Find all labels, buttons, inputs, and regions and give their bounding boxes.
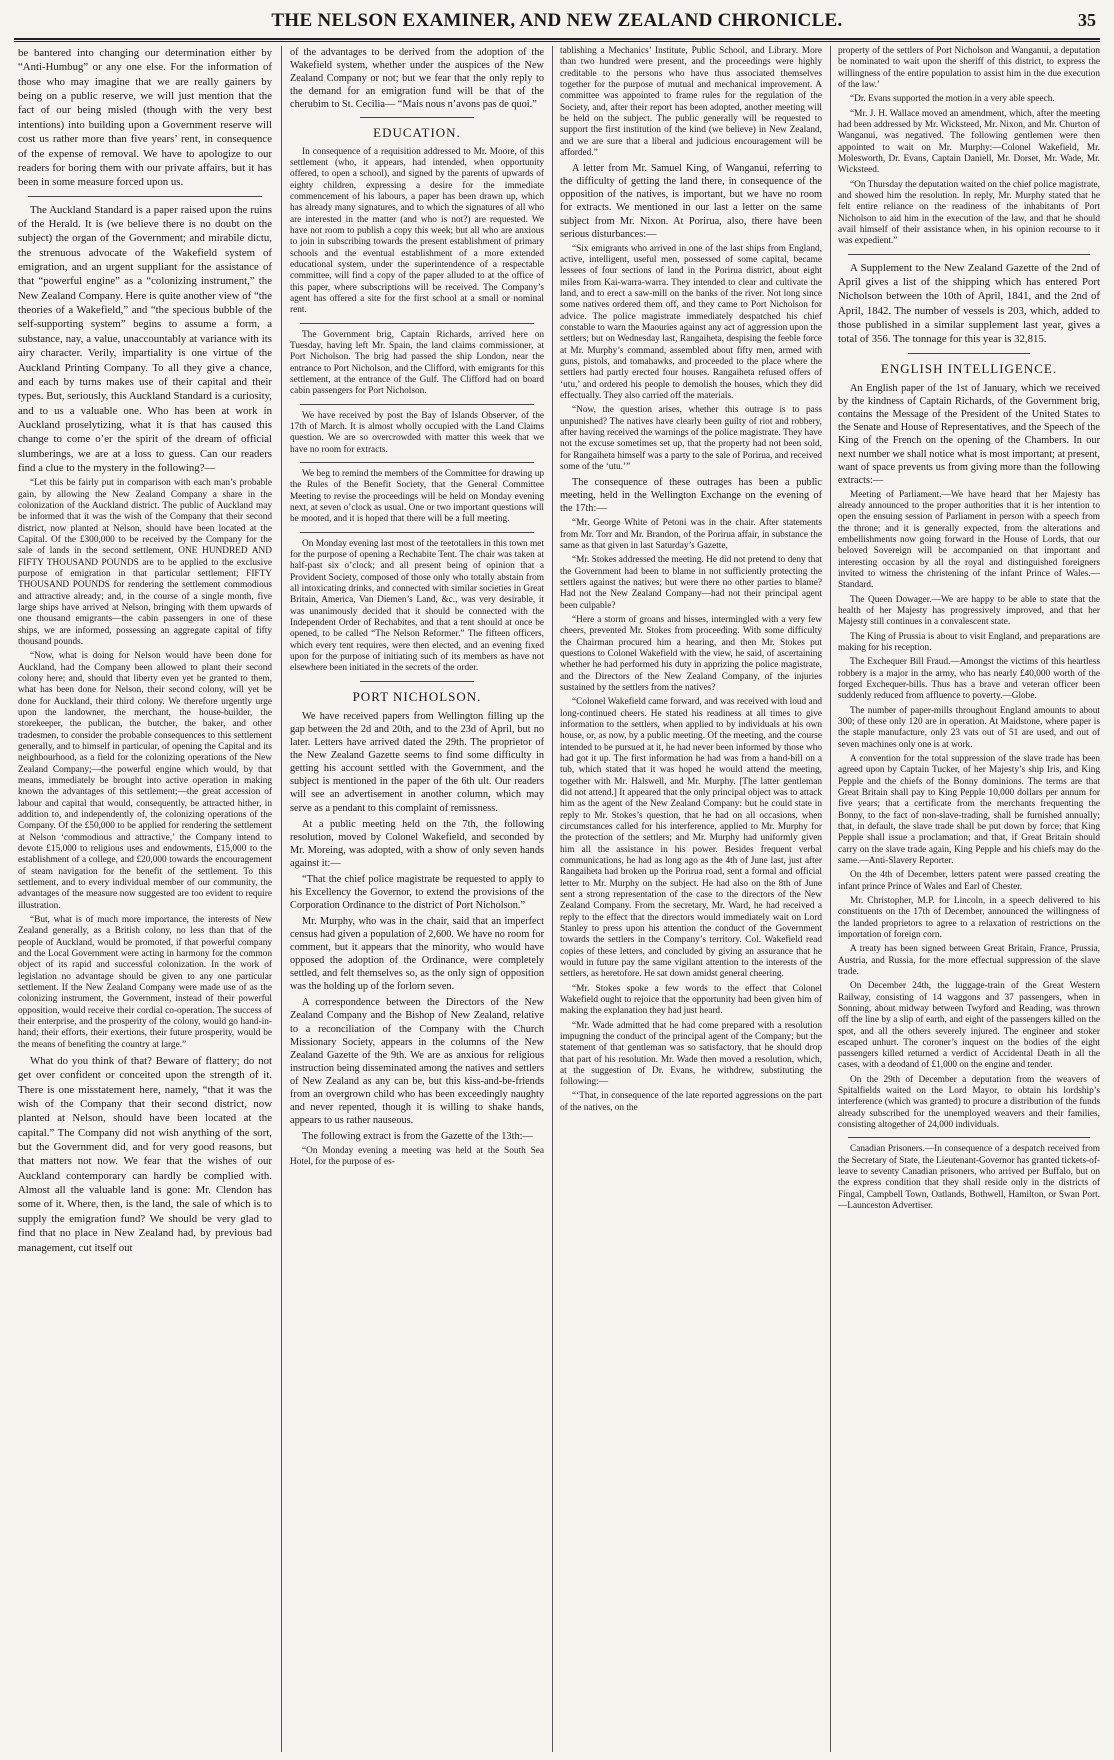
paragraph: On December 24th, the luggage-train of the Great Western Railway, consisting of 14 waggons and 37 passengers, when in Sonning, about midway between Twyford and Reading, was thrown off the line by a slip of earth, and eight of the passengers killed on the spot, and all the others severely injured. The engineer and stoker escaped unhurt. The coroner’s inquest on the bodies of the eight passengers killed returned a verdict of Accidental Death in all the cases, with a deodand of £1,000 on the engine and tender. [838,981,1100,1071]
paragraph: The Government brig, Captain Richards, arrived here on Tuesday, having left Mr. Spain, the land claims commissioner, at Port Nicholson. The brig had passed the ship London, near the entrance to Port Nicholson, and the Clifford, with emigrants for this settlement, at the entrance of the Gulf. The Clifford had on board cabin passengers for Port Nicholson. [290,329,544,397]
quoted-paragraph: “Here a storm of groans and hisses, intermingled with a very few cheers, prevented Mr. Stokes from proceeding. With some difficulty the Chairman procured him a hearing, and then Mr. Stokes put questions to Colonel Wakefield with the view, he said, of ascertaining whether he had performed his duty in apprizing the police magistrate, and the Directors of the New Zealand Company, of the injuries sustained by the settlers from the natives? [560,615,822,693]
quoted-paragraph: tablishing a Mechanics’ Institute, Public School, and Library. More than two hundred were present, and the proceedings were highly creditable to the persons who have thus associated themselves together for the purpose of mutual and mechanical improvement. A committee was appointed to frame rules for the regulation of the Society, and, after their report has been adopted, another meeting will be held on the subject. The public generally will be requested to support the first institution of the kind (we believe) in New Zealand, and we are sure that a liberal and judicious encouragement will be afforded.” [560,46,822,158]
separator [848,1137,1090,1138]
section-heading-education: EDUCATION. [373,125,461,141]
quoted-paragraph: “Mr. George White of Petoni was in the chair. After statements from Mr. Torr and Mr. Brandon, of the Porirua affair, in substance the same as that given in last Saturday’s Gazette, [560,518,822,552]
separator [908,353,1030,354]
separator [300,323,534,324]
page-number: 35 [1078,10,1096,30]
quoted-paragraph: “Mr. Stokes addressed the meeting. He did not pretend to deny that the Government had been to blame in not sufficiently protecting the settlers against the natives; but were there no other parties to blame? Had not the New Zealand Company—had not their principal agent been culpable? [560,555,822,611]
quoted-paragraph: “Now, the question arises, whether this outrage is to pass unpunished? The natives have clearly been guilty of riot and robbery, after having received the warnings of the police magistrate. They have not the excuse sometimes set up, that the property had not been sold, for Rangaiheta himself was a party to the sale of Porirua, and received some of the ‘utu.’” [560,405,822,472]
paragraph: An English paper of the 1st of January, which we received by the kindness of Captain Richards, of the Government brig, contains the Message of the President of the United States to the Senate and House of Representatives, and the Speech of the King of the French on the opening of the Chambers. In our next number we shall notice what is most important; at present, want of space prevents us from giving more than the following extracts:— [838,383,1100,486]
newspaper-title: THE NELSON EXAMINER, AND NEW ZEALAND CHRONICLE. [271,10,843,31]
column-divider [281,46,282,1752]
paragraph: of the advantages to be derived from the adoption of the Wakefield system, whether under the auspices of the New Zealand Company or not; but we fear that the only reply to the demand for an emigration fund will be that of the cherubim to St. Cecilia— “Mais nous n’avons pas de quoi.” [290,47,544,111]
paragraph: The following extract is from the Gazette of the 13th:— [302,1131,533,1143]
paragraph: “That the chief police magistrate be requested to apply to his Excellency the Governor, to extend the provisions of the Corporation Ordinance to the district of Port Nicholson.” [290,873,544,911]
section-heading-english-intelligence: ENGLISH INTELLIGENCE. [880,360,1058,376]
paragraph: The Exchequer Bill Fraud.—Amongst the victims of this heartless robbery is a major in the army, who has nearly £40,000 worth of the forged Exchequer-bills. Thus has a brave and veteran officer been suddenly reduced from affluence to poverty.—Globe. [838,657,1100,702]
quoted-paragraph: “‘That, in consequence of the late reported aggressions on the part of the natives, on the [560,1091,822,1113]
column-divider [552,46,553,1752]
paragraph: The Auckland Standard is a paper raised upon the ruins of the Herald. It is (we believe there is no doubt on the subject) the organ of the Government; and mirabile dictu, the strenuous advocate of the Wakefield system of emigration, and an urgent suppliant for the assistance of that “powerful engine” as a “colonizing instrument,” the New Zealand Company. Here is quite another view of “the theories of a Wakefield,” and “the specious bubble of the self-supporting system” begins to assume a form, a substance, nay, a value, unaccountably at variance with its airy character. Verily, impartiality is one virtue of the Auckland Printing Company. To all they give a chance, and each by turns makes use of their capital and their types. But, seriously, this Auckland Standard is a curiosity, and to us a valuable one. Who has been at work in Auckland proselytizing, what it is that has caused this change to come o’er the spirit of the dream of official slumberings, we are at a loss to guess. Can our readers find a clue to the mystery in the following?— [18,203,272,475]
paragraph: The consequence of these outrages has been a public meeting, held in the Wellington Exchange on the evening of the 17th:— [560,477,822,515]
paragraph: On the 4th of December, letters patent were passed creating the infant prince Prince of Wales and Earl of Chester. [838,870,1100,892]
quoted-paragraph: property of the settlers of Port Nicholson and Wanganui, a deputation be nominated to wait upon the sheriff of this district, to express the willingness of the entire population to assist him in the due execution of the law.’ [838,46,1100,90]
paragraph: A correspondence between the Directors of the New Zealand Company and the Bishop of New Zealand, relative to a reconciliation of the Company with the Church Missionary Society, appears in the columns of the New Zealand Gazette of the 9th. We are as anxious for religious instruction being disseminated among the natives and settlers of New Zealand as any can be, but this kiss-and-be-friends from an overgrown child who has been exceedingly naughty and never repented, though it is willing to shake hands, appears to us rather nauseous. [290,997,544,1126]
paragraph: A treaty has been signed between Great Britain, France, Prussia, Austria, and Russia, for the more effectual suppression of the slave trade. [838,944,1100,977]
paragraph: A letter from Mr. Samuel King, of Wanganui, referring to the difficulty of getting the land there, in consequence of the opposition of the natives, is important, but we have no room for extracts. We mentioned in our last a letter on the same subject from Mr. Nixon. At Porirua, also, there have been serious disturbances:— [560,163,822,240]
column-2 [290,46,544,1752]
quoted-paragraph: “Mr. Stokes spoke a few words to the effect that Colonel Wakefield ought to rejoice that the opportunity had been given him of making the explanation they had just heard. [560,983,822,1017]
paragraph: Meeting of Parliament.—We have heard that her Majesty has already announced to the proper authorities that it is her intention to open the ensuing session of Parliament in person with a speech from the throne; and it is generally expected, from the alterations and embellishments now going forward in the House of Lords, that our beloved Sovereign will be accompanied on that important and interesting occasion by all the royal and distinguished foreigners invited to witness the christening of the infant Prince of Wales.—Standard. [838,489,1100,591]
paragraph: be bantered into changing our determination either by “Anti-Humbug” or any one else. For the information of those who may imagine that we are really gainers by being on a public reserve, we will just mention that the fact of our being misled (though with the very best intentions) into building upon a Government reserve will cost us rather more than five years’ rent, in consequence of the expense of removal. We have to apologize to our readers for boring them with our private affairs, but it has been in some measure forced upon us. [18,47,272,189]
quoted-paragraph: “Mr. J. H. Wallace moved an amendment, which, after the meeting had been addressed by Mr. Wicksteed, Mr. Nixon, and Mr. Churton of Wanganui, was negatived. The following gentlemen were then appointed to wait on Mr. Murphy:—Colonel Wakefield, Mr. Molesworth, Dr. Evans, Captain Daniell, Mr. Dorset, Mr. Wade, Mr. Wicksteed. [838,108,1100,176]
column-1 [18,46,272,1752]
paragraph: At a public meeting held on the 7th, the following resolution, moved by Colonel Wakefield, and seconded by Mr. Moreing, was adopted, with a show of only seven hands against it:— [290,818,544,869]
paragraph: We have received by post the Bay of Islands Observer, of the 17th of March. It is almost wholly occupied with the Land Claims question. We are so overcrowded with matter this week that we have no room for extracts. [290,410,544,455]
quoted-paragraph: “Six emigrants who arrived in one of the last ships from England, active, intelligent, useful men, possessed of some capital, became lessees of four sections of land in the Porirua district, about eight miles from Kai-warra-warra. They intended to clear and cultivate the land, and to erect a saw-mill on the banks of the river. Not long since some natives ordered them off, and they came to Port Nicholson for advice. The police magistrate immediately despatched his chief constable to warn the Maouries against any act of aggression upon the settlers; but on Wednesday last, Rangaiheta, despising the feeble force at Mr. Murphy’s command, assembled about fifty men, armed with guns, pistols, and tomahawks, and proceeded to the place where the settlers had partly erected four houses. Rangaiheta refused offers of ‘utu,’ and ordered his people to demolish the houses, which they did effectually. They also carried off the materials. [560,243,822,401]
paragraph: A convention for the total suppression of the slave trade has been agreed upon by Captain Tucker, of her Majesty’s ship Iris, and King Pepple and the chiefs of the Bonny dominions. The terms are that Great Britain shall pay to King Pepple 10,000 dollars per annum for five years; that a certificate from the merchants frequenting the Bonny, to the fact of non-slave-trading, shall be furnished annually; that, in default, the slave trade shall be put down by force; that King Pepple shall issue a proclamation; and that, if Great Britain should carry on the slave trade again, King Pepple and his chiefs may do the same.—Anti-Slavery Reporter. [838,753,1100,866]
section-heading-port-nicholson: PORT NICHOLSON. [352,688,482,704]
separator [360,681,474,682]
separator [848,254,1090,255]
paragraph: The number of paper-mills throughout England amounts to about 300; of these only 120 are in operation. At Maidstone, where paper is the staple manufacture, only 23 vats out of 51 are used, and out of seven machines only one is at work. [838,705,1100,750]
paragraph: Mr. Murphy, who was in the chair, said that an imperfect census had given a population of 2,600. We have no room for comment, but it appears that the minority, who would have opposed the adoption of the Ordinance, were completely settled, and felt themselves so, as the only sign of opposition was the holding up of the forlorn seven. [290,916,544,993]
paragraph: What do you think of that? Beware of flattery; do not get over confident or conceited upon the strength of it. There is one misstatement here, namely, “that it was the wish of the Company that their second district, now planted at Nelson, should have been located at the capital.” The Company did not wish anything of the sort, but the Government did, and for very good reasons, but that matters not now. We fear that the wishes of our Auckland contemporary can hardly be complied with. Almost all the valuable land is gone: Mr. Clendon has some of it. Where, then, is the land, the sale of which is to supply the emigration fund? We should be very glad to find that no place in New Zealand had, by previous bad management, cut itself out [18,1054,272,1254]
column-divider [830,46,831,1752]
header-rule [14,38,1100,40]
quoted-paragraph: “On Monday evening a meeting was held at the South Sea Hotel, for the purpose of es- [290,1146,544,1168]
separator [300,532,534,533]
quoted-paragraph: “Mr. Wade admitted that he had come prepared with a resolution impugning the conduct of the principal agent of the Company; but the statement of that gentleman was so satisfactory, that he should drop that part of his resolution. Mr. Wade then moved a resolution, which, at the suggestion of Dr. Evans, he withdrew, substituting the following:— [560,1020,822,1088]
quoted-paragraph: “But, what is of much more importance, the interests of New Zealand generally, as a British colony, no less than that of the people of Auckland, would be promoted, if that powerful company and the Local Government were acting in harmony for the common object of its rapid and successful colonization. In the work of legislation no advantage should be given to any one particular settlement. If the New Zealand Company were made use of as the colonizing instrument, the Government, instead of their powerful opposition, would receive their cordial co-operation. The success of their enterprise, and the prosperity of the colony, would go hand-in-hand; their efforts, their exertions, their future prosperity, would be the means of benefiting the country at large.” [18,914,272,1050]
separator [300,404,534,405]
separator [360,117,474,118]
separator [28,196,262,197]
paragraph: In consequence of a requisition addressed to Mr. Moore, of this settlement (who, it appears, had intended, when opportunity offered, to open a school), and signed by the parents of upwards of eighty children, expressing a desire for the immediate commencement of his labours, a paper has been drawn up, which has already many signatures, and to which the signatures of all who are interested in the matter (and who is not?) are requested. We have not room to publish a copy this week; but all who are anxious to join in subscribing towards the present establishment of primary schools and the eventual establishment of a more extended educational system, under the superintendence of a respectable committee, will find a copy of the paper alluded to at the office of this paper, where subscriptions will be received. The Company’s agent has offered a site for the first school at a small or nominal rent. [290,146,544,316]
header-rule-thin [14,41,1100,42]
paragraph: The Queen Dowager.—We are happy to be able to state that the health of her Majesty has progressively improved, and that her Majesty still continues in a convalescent state. [838,594,1100,628]
paragraph: On the 29th of December a deputation from the weavers of Spitalfields waited on the Lord Mayor, to obtain his lordship’s interference (which was granted) to procure a distribution of the funds already subscribed for the unemployed weavers and their families, consisting altogether of 24,000 individuals. [838,1074,1100,1131]
column-3 [560,46,822,1752]
column-4 [838,46,1100,1752]
paragraph: On Monday evening last most of the teetotallers in this town met for the purpose of opening a Rechabite Tent. The chair was taken at half-past six o’clock; and all present being of opinion that a Provident Society, composed of those only who totally abstain from all intoxicating drinks, and connected with similar societies in Great Britain, America, Van Diemen’s Land, &c., was very desirable, it was unanimously decided that it should be connected with the Independent Order of Rechabites, and that a tent should at once be opened, to be called “The Nelson Reformer.” The fifteen officers, which every tent requires, were then elected, and an evening fixed upon for the purpose of initiating such of its members as have not elsewhere been initiated in the secrets of the order. [290,538,544,674]
quoted-paragraph: “Dr. Evans supported the motion in a very able speech. [850,94,1055,105]
masthead [14,6,1100,36]
paragraph: Mr. Christopher, M.P. for Lincoln, in a speech delivered to his constituents on the 17th of December, announced the willingness of the landed proprietors to agree to a relaxation of restrictions on the importation of foreign corn. [838,895,1100,940]
paragraph: Canadian Prisoners.—In consequence of a despatch received from the Secretary of State, the Lieutenant-Governor has granted tickets-of-leave to seventy Canadian prisoners, who arrived per Buffalo, but on the express condition that they shall reside only in the districts of Fingal, Campbell Town, Oatlands, Bothwell, Hamilton, or Swan Port.—Launceston Advertiser. [838,1144,1100,1212]
quoted-paragraph: “Colonel Wakefield came forward, and was received with loud and long-continued cheers. He stated his readiness at all times to give information to the settlers, when applied to by individuals at his own house, or, as now, by a public meeting. Of the meeting, and the course intended to be pursued at it, he had never been informed by those who had got it up. The first information he had was from a hand-bill on a tub, which stated that it was hoped he would attend the meeting, together with Mr. Halswell, and Mr. Murphy. [The latter gentleman did not attend.] It appeared that the only principal object was to attack him as the agent of the New Zealand Company: but he could state in reply to Mr. Stokes’s question, that he had on all occasions, when circumstances called for his interference, applied to Mr. Murphy for the protection of the settlers; and Mr. Murphy had uniformly given him all the assistance in his power. Besides frequent verbal communications, he had as long ago as the 4th of June last, just after Rangaiheta had broken up the Porirua road, sent a formal and official letter to Mr. Murphy on the subject. He had also on the 8th of June sent a strong representation of the case to the directors of the New Zealand Company. From the secretary, Mr. Ward, he had received a reply to the effect that the directors would immediately wait on Lord Stanley to press upon his attention the conduct of the Government towards the settlers in the Company’s territory. Col. Wakefield read copies of these letters, and concluded by giving an assurance that he would in future pay the same vigilant attention to the interests of the settlers, as heretofore. He sat down amidst general cheering. [560,697,822,980]
quoted-paragraph: “On Thursday the deputation waited on the chief police magistrate, and showed him the resolution. In reply, Mr. Murphy stated that he felt entire reliance on the readiness of the inhabitants of Port Nicholson to aid him in the execution of the law, and that he should avail himself of their assistance when, in his opinion recourse to it was expedient.” [838,179,1100,247]
separator [300,462,534,463]
paragraph: We have received papers from Wellington filling up the gap between the 2d and 20th, and to the 23d of April, but no later. Letters have arrived dated the 29th. The proprietor of the New Zealand Gazette seems to find some difficulty in getting his account settled with the Government, and the subject is mentioned in the paper of the 6th ult. Our readers will see an advertisement in another column, which may serve as a pendant to this complaint of remissness. [290,711,544,814]
paragraph: The King of Prussia is about to visit England, and preparations are making for his reception. [838,631,1100,653]
paragraph: We beg to remind the members of the Committee for drawing up the Rules of the Benefit Society, that the General Committee Meeting to revise the proceedings will be held on Monday evening next, at seven o’clock as usual. One or two important questions will be mooted, and it is hoped that there will be a full meeting. [290,469,544,525]
paragraph: A Supplement to the New Zealand Gazette of the 2nd of April gives a list of the shipping which has entered Port Nicholson between the 10th of April, 1841, and the 2nd of April, 1842. The number of vessels is 203, which, added to those published in a similar supplement last year, gives a total of 356. The tonnage for this year is 32,815. [838,261,1100,346]
quoted-paragraph: “Let this be fairly put in comparison with each man’s probable gain, by allowing the New Zealand Company a share in the colonization of the Auckland district. The public of Auckland may be informed that it was the wish of the Company that their second district, now planted at Nelson, should have been located at the Capital. Of the £300,000 to be received by the Company for the sale of lands in the second settlement, ONE HUNDRED AND FIFTY THOUSAND POUNDS are to be applied to the exclusive purpose of emigration in that particular settlement; FIFTY THOUSAND POUNDS for rendering the settlement commodious and attractive already; and, in the course of a single month, five large ships have arrived at Nelson, bringing with them upwards of one thousand emigrants—the cabin passengers in one of these ships, we are informed, possessing an aggregate capital of fifty thousand pounds. [18,478,272,648]
quoted-paragraph: “Now, what is doing for Nelson would have been done for Auckland, had the Company been allowed to plant their second colony here; and, should that liberty even yet be granted to them, what has been done for Nelson, their second colony, will yet be done for Auckland, their third colony. We therefore urgently urge upon the landowner, the merchant, the house-builder, the storekeeper, the publican, the butcher, the baker, and other tradesmen, to consider the probable consequences to this settlement generally, and to himself in particular, of opening the Capital and its neighbourhood, as a field for the colonizing operations of the New Zealand Company;—the powerful engine which would, by that means, immediately be brought into active operation in making known the advantages of this settlement;—the great accession of labour and capital that would, consequently, be attracted hither, in addition to, and independently of, the colonizing operations of the Company. Of the £50,000 to be applied for rendering the settlement at Nelson ‘commodious and attractive,’ the Company intend to devote £15,000 to religious uses and endowments, £15,000 to the establishment of a college, and £20,000 towards the encouragement of steam navigation for the benefit of the settlement. To this settlement, and to every individual member of our community, the advantages of the measure now suggested are too evident to require illustration. [18,651,272,911]
